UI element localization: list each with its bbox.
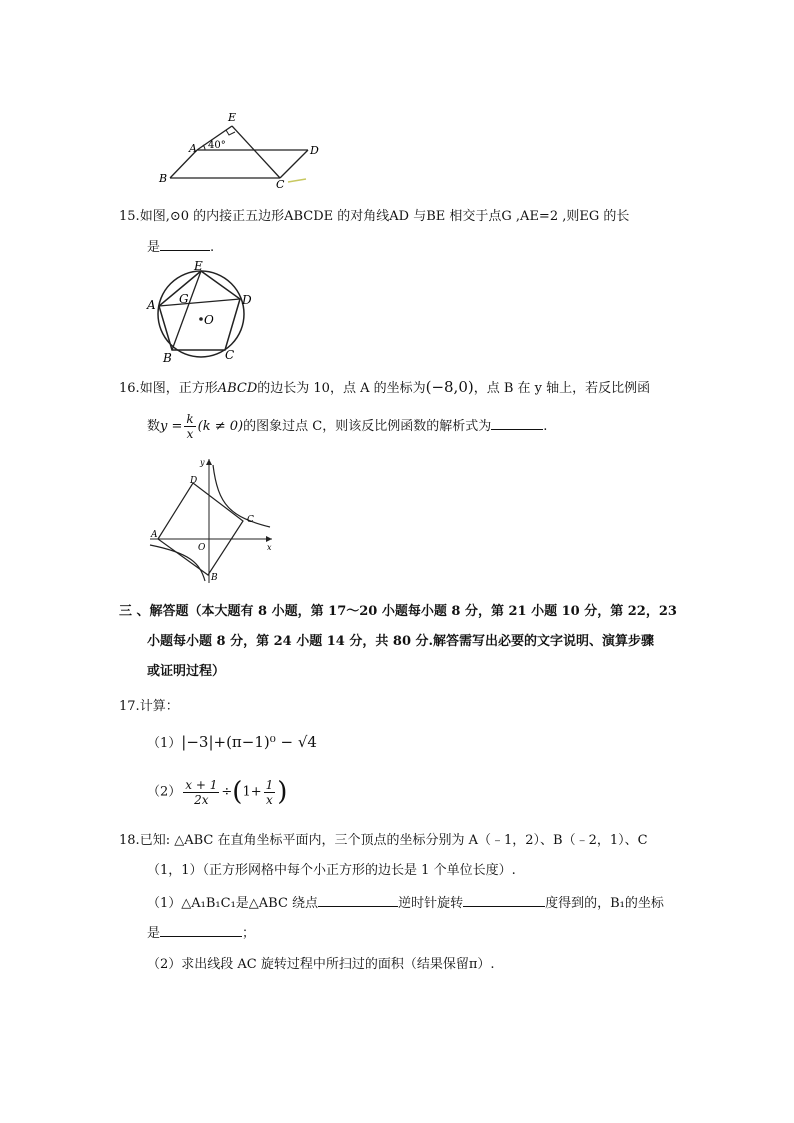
fig14-angle: 40°	[208, 140, 226, 151]
q16-frac-num: k	[186, 412, 194, 426]
q17-p2-rparen: )	[277, 777, 288, 807]
fig15-label-d: D	[242, 293, 252, 307]
q15-suffix: .	[210, 240, 215, 255]
q18-part1-cont	[147, 924, 255, 943]
q18-line1	[119, 832, 648, 850]
q16-figure	[148, 455, 278, 585]
q17-p2-inner-den: x	[266, 792, 273, 807]
q18-p1-b: 逆时针旋转	[398, 896, 464, 911]
fig16-label-x: x	[267, 543, 272, 552]
q16-frac-den: x	[186, 427, 194, 441]
q17-part1	[147, 733, 317, 753]
q16-text-d: 数	[147, 419, 161, 434]
q18-p1-d: 是	[147, 926, 161, 941]
q16-y: y =	[160, 419, 183, 434]
q18-angle-blank[interactable]	[463, 894, 545, 907]
fig14-label-a: A	[189, 142, 197, 155]
fig14-label-d: D	[310, 144, 319, 157]
q17-p2-fraction	[183, 778, 219, 807]
q18-text-1: 已知: △ABC 在直角坐标平面内，三个顶点的坐标分别为 A（﹣1，2）、B（﹣2，1）、C	[139, 833, 648, 848]
fig15-label-g: G	[179, 292, 189, 306]
q18-center-blank[interactable]	[318, 894, 398, 907]
q15-answer-blank[interactable]	[160, 238, 210, 251]
section3-line1: 三 、解答题（本大题有 8 小题，第 17～20 小题每小题 8 分，第 21 小题 10 分，第 22，23	[119, 604, 677, 619]
q15-line1	[119, 208, 629, 226]
q16-coord: (−8,0)	[425, 378, 474, 396]
fig15-label-a: A	[147, 298, 156, 312]
fig14-label-c: C	[276, 178, 285, 190]
q16-abcd: ABCD	[217, 381, 258, 396]
q17-p2-one: 1+	[242, 784, 262, 800]
q16-number: 16.	[119, 381, 140, 396]
q15-number: 15.	[119, 209, 140, 224]
q18-number: 18.	[119, 833, 140, 848]
fig14-label-b: B	[159, 172, 168, 185]
q17-p2-label: （2）	[147, 784, 182, 800]
fig16-label-a: A	[151, 530, 158, 540]
q17-p2-inner-fraction	[264, 778, 276, 807]
q18-p1-c: 度得到的，B₁的坐标	[545, 896, 664, 911]
q15-prefix: 是	[147, 240, 161, 255]
q16-line1	[119, 378, 650, 398]
q16-cond: (k ≠ 0)	[197, 419, 244, 434]
q18-part2: （2）求出线段 AC 旋转过程中所扫过的面积（结果保留π）.	[147, 957, 495, 972]
q17-number: 17.	[119, 699, 140, 714]
section3-line3: 或证明过程）	[147, 664, 226, 679]
q16-text-c: ，点 B 在 y 轴上，若反比例函	[473, 381, 651, 396]
q15-text: 如图,⊙0 的内接正五边形ABCDE 的对角线AD 与BE 相交于点G ,AE=2 ,则EG 的长	[139, 209, 630, 224]
q15-line2	[147, 238, 214, 257]
fig16-label-b: B	[211, 573, 218, 583]
fig16-label-d: D	[190, 476, 198, 486]
fig16-label-c: C	[247, 515, 254, 525]
q16-text-a: 如图，正方形	[139, 381, 218, 396]
q14-figure	[150, 108, 320, 190]
q17-p2-inner-num: 1	[265, 777, 274, 792]
q18-coord-blank[interactable]	[160, 924, 242, 937]
q17-title	[119, 698, 179, 716]
q15-figure	[145, 258, 260, 366]
q16-text-b: 的边长为 10，点 A 的坐标为	[257, 381, 426, 396]
q18-p1-e: ；	[242, 926, 256, 941]
q16-end: .	[543, 419, 548, 434]
q17-p2-num: x + 1	[185, 777, 218, 792]
fig14-label-e: E	[228, 111, 237, 124]
q18-line2: （1，1）（正方形网格中每个小正方形的边长是 1 个单位长度）.	[147, 863, 516, 878]
q16-text-e: 的图象过点 C，则该反比例函数的解析式为	[243, 419, 492, 434]
q16-line2	[147, 412, 547, 446]
fig15-label-o: O	[204, 313, 214, 327]
fig15-label-e: E	[194, 259, 203, 273]
q17-part2	[147, 772, 287, 816]
q17-p1-label: （1）	[147, 736, 182, 751]
fig16-label-y: y	[200, 458, 205, 467]
q16-answer-blank[interactable]	[491, 417, 543, 430]
q18-p1-a: （1）△A₁B₁C₁是△ABC 绕点	[147, 896, 319, 911]
q16-fraction	[184, 412, 195, 441]
q17-p2-lparen: (	[232, 777, 243, 807]
fig15-label-b: B	[163, 351, 172, 365]
q17-p2-div: ÷	[221, 784, 233, 800]
q17-title-text: 计算：	[139, 699, 179, 714]
fig15-label-c: C	[225, 348, 235, 362]
q17-p1-expr: |−3|+(π−1)⁰ − √4	[181, 733, 317, 751]
section3-line2: 小题每小题 8 分，第 24 小题 14 分，共 80 分.解答需写出必要的文字说明、演算步骤	[147, 634, 655, 649]
q17-p2-den: 2x	[194, 792, 209, 807]
q18-part1	[147, 894, 664, 913]
fig16-label-o: O	[198, 543, 206, 553]
